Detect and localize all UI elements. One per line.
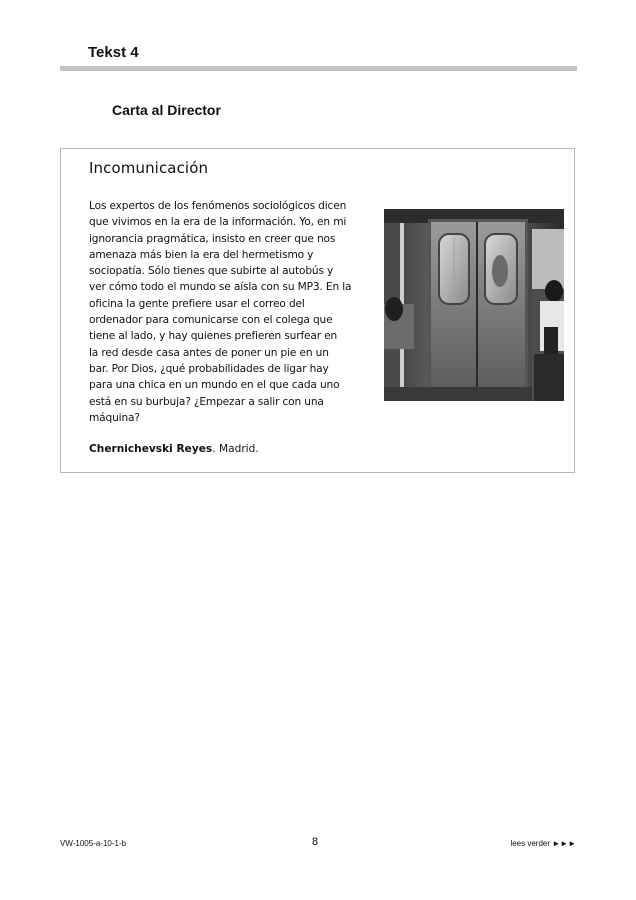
letter-line: para una chica en un mundo en el que cada uno bbox=[89, 379, 340, 392]
letter-line: máquina? bbox=[89, 411, 140, 424]
letter-line: amenaza más bien la era del hermetismo y bbox=[89, 248, 314, 261]
letter-line: ver cómo todo el mundo se aísla con su MP3. En la bbox=[89, 281, 352, 294]
letter-line: ordenador para comunicarse con el colega que bbox=[89, 314, 333, 327]
letter-line: tiene al lado, y hay quienes prefieren surfear en bbox=[89, 330, 338, 343]
letter-line: está en su burbuja? ¿Empezar a salir con una bbox=[89, 395, 324, 408]
letter-line: sociopatía. Sólo tienes que subirte al autobús y bbox=[89, 265, 334, 278]
letter-line: que vivimos en la era de la información. Yo, en mi bbox=[89, 216, 347, 229]
letter-line: Los expertos de los fenómenos sociológicos dicen bbox=[89, 200, 347, 212]
tekst-heading: Tekst 4 bbox=[88, 44, 139, 61]
signature-city: . Madrid. bbox=[212, 443, 259, 455]
letter-line: ignorancia pragmática, insisto en creer que nos bbox=[89, 232, 336, 245]
footer-next-label: lees verder ►►► bbox=[510, 839, 576, 848]
section-title: Carta al Director bbox=[112, 102, 221, 118]
signature-name: Chernichevski Reyes bbox=[89, 443, 213, 455]
header-divider bbox=[60, 66, 577, 71]
letter-line: la red desde casa antes de poner un pie en un bbox=[89, 346, 329, 359]
letter-title: Incomunicación bbox=[89, 159, 209, 177]
letter-line: bar. Por Dios, ¿qué probabilidades de ligar hay bbox=[89, 362, 329, 375]
letter-box bbox=[60, 148, 575, 473]
letter-line: oficina la gente prefiere usar el correo del bbox=[89, 297, 305, 310]
footer-code: VW-1005-a-10-1-b bbox=[60, 839, 127, 848]
subway-doors-photo bbox=[384, 209, 564, 401]
letter-signature bbox=[89, 443, 259, 455]
footer-page-number: 8 bbox=[312, 836, 319, 848]
letter-body bbox=[89, 198, 377, 426]
